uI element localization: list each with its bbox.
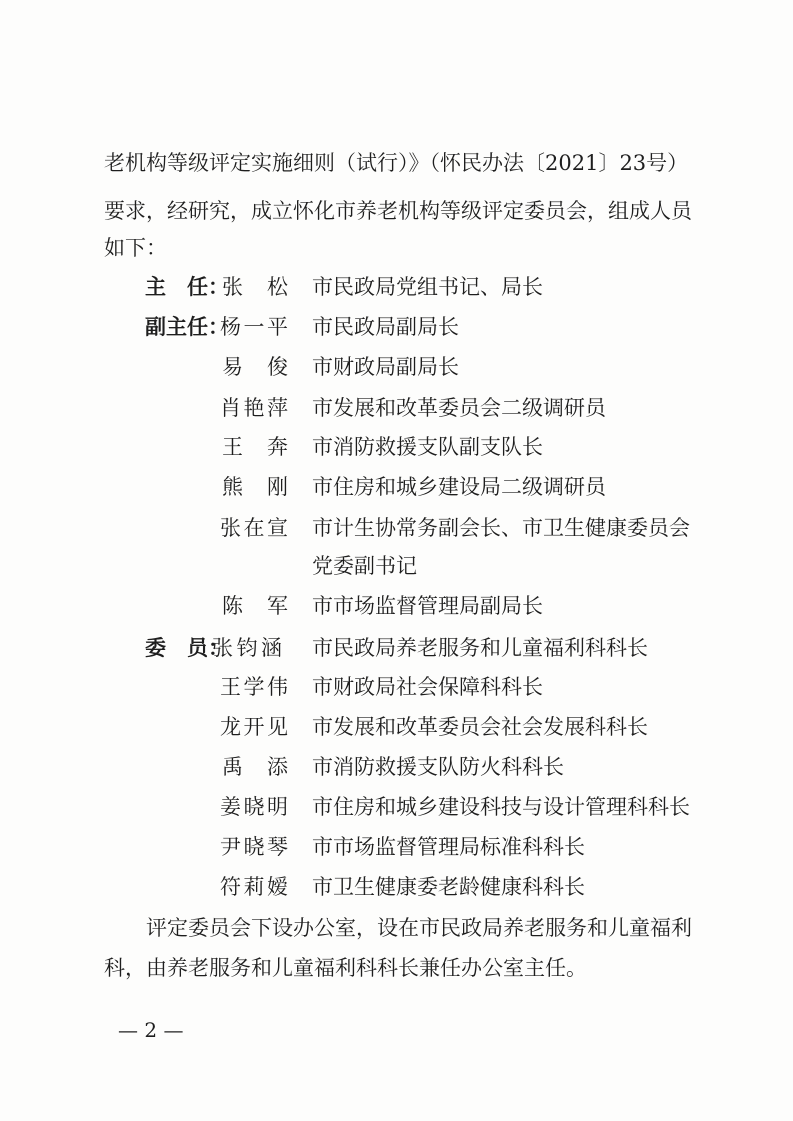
intro-line-2: 要求，经研究，成立怀化市养老机构等级评定委员会，组成人员 [104,199,692,223]
member-name: 禹 添 [222,755,288,779]
member-title: 市发展和改革委员会二级调研员 [312,396,606,420]
member-title: 市财政局副局长 [312,355,459,379]
member-title: 市市场监督管理局副局长 [312,594,543,618]
member-name: 熊 刚 [222,475,288,499]
member-name: 肖艳萍 [220,396,288,420]
member-name: 王学伟 [220,675,288,699]
member-name: 张钧涵 [212,636,282,660]
role-director: 主 任： [145,275,229,299]
member-title: 市住房和城乡建设科技与设计管理科科长 [312,795,690,819]
member-title: 市住房和城乡建设局二级调研员 [312,475,606,499]
member-title: 市计生协常务副会长、市卫生健康委员会 [312,516,690,540]
page-number: — 2 — [118,1018,184,1042]
member-name: 陈 军 [222,594,288,618]
member-name: 杨一平 [220,315,288,339]
member-title: 市市场监督管理局标准科科长 [312,835,585,859]
intro-line-1: 老机构等级评定实施细则（试行）》（怀民办法〔2021〕23号） [104,151,689,175]
closing-line-1: 评定委员会下设办公室，设在市民政局养老服务和儿童福利 [146,916,692,940]
member-name: 姜晓明 [220,795,288,819]
member-title: 市消防救援支队防火科科长 [312,755,564,779]
member-title: 市发展和改革委员会社会发展科科长 [312,715,648,739]
member-title: 市民政局党组书记、局长 [312,275,543,299]
member-title: 市民政局副局长 [312,315,459,339]
role-deputy: 副主任： [145,315,229,339]
closing-line-2: 科，由养老服务和儿童福利科科长兼任办公室主任。 [104,956,587,980]
intro-line-3: 如下： [104,236,167,260]
role-member: 委 员： [145,636,229,660]
member-title: 市卫生健康委老龄健康科科长 [312,875,585,899]
member-title: 市消防救援支队副支队长 [312,435,543,459]
member-name: 龙开见 [220,715,288,739]
member-name: 尹晓琴 [220,835,288,859]
member-name: 符莉嫒 [220,875,288,899]
member-title-continued: 党委副书记 [312,554,417,578]
member-name: 张在宣 [220,516,288,540]
member-title: 市财政局社会保障科科长 [312,675,543,699]
member-name: 张 松 [222,275,288,299]
member-name: 王 奔 [222,435,288,459]
member-name: 易 俊 [222,355,288,379]
member-title: 市民政局养老服务和儿童福利科科长 [312,636,648,660]
